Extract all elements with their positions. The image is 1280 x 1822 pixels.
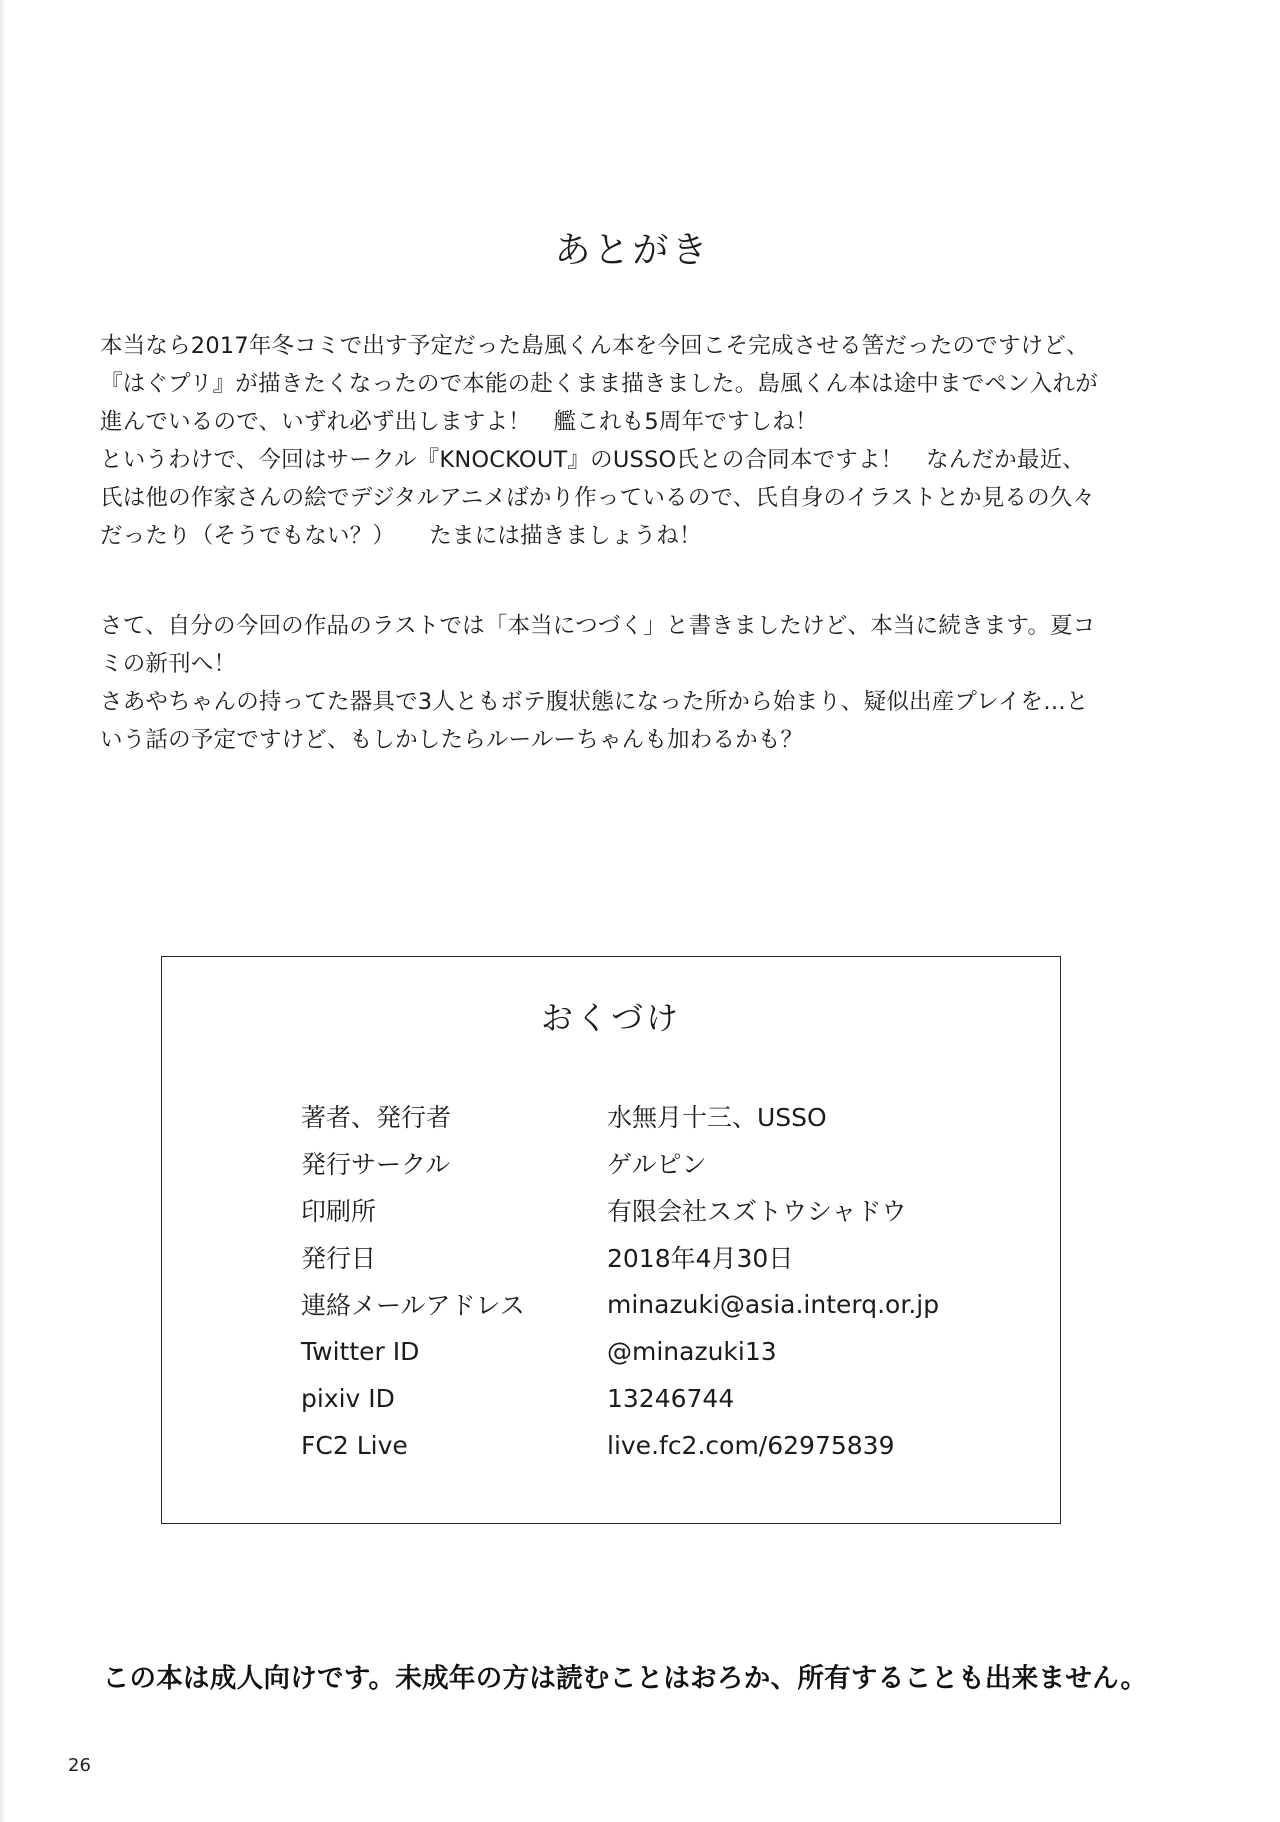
colophon-label: 印刷所	[301, 1196, 377, 1226]
afterword-line: だったり（そうでもない？） たまには描きましょうね！	[100, 523, 702, 549]
colophon-row-email	[301, 1281, 1001, 1328]
colophon-label: 発行日	[301, 1244, 377, 1274]
colophon-value: 2018年4月30日	[607, 1244, 794, 1274]
afterword-title: あとがき	[554, 230, 711, 271]
colophon-row-circle	[301, 1139, 1001, 1186]
colophon-value: 13246744	[607, 1384, 735, 1414]
colophon-label: pixiv ID	[301, 1384, 395, 1414]
colophon-value: ゲルピン	[607, 1149, 707, 1179]
afterword-line: 氏は他の作家さんの絵でデジタルアニメばかり作っているので、氏自身のイラストとか見るの久々	[100, 485, 1096, 511]
afterword-line: というわけで、今回はサークル『KNOCKOUT』のUSSO氏との合同本ですよ！ なんだか最近、	[100, 447, 1085, 473]
afterword-line: さて、自分の今回の作品のラストでは「本当につづく」と書きましたけど、本当に続きます。夏コ	[100, 613, 1096, 639]
paragraph-gap	[100, 555, 1180, 607]
colophon-label: Twitter ID	[301, 1337, 420, 1367]
colophon-value: @minazuki13	[607, 1337, 777, 1367]
afterword-line: 進んでいるので、いずれ必ず出しますよ！ 艦これも5周年ですしね！	[100, 409, 818, 435]
colophon-box	[161, 956, 1061, 1524]
colophon-label: 発行サークル	[301, 1149, 451, 1179]
colophon-label: FC2 Live	[301, 1431, 408, 1461]
colophon-value: live.fc2.com/62975839	[607, 1431, 895, 1461]
afterword-line: 『はぐプリ』が描きたくなったので本能の赴くまま描きました。島風くん本は途中までペン入れが	[100, 371, 1098, 397]
colophon-label: 連絡メールアドレス	[301, 1291, 525, 1321]
colophon-value: 有限会社スズトウシャドウ	[607, 1196, 907, 1226]
adult-content-warning: この本は成人向けです。未成年の方は読むことはおろか、所有することも出来ません。	[102, 1663, 1148, 1694]
colophon-row-date	[301, 1234, 1001, 1281]
afterword-line: 本当なら2017年冬コミで出す予定だった島風くん本を今回こそ完成させる筈だったのですけど、	[100, 333, 1089, 359]
afterword-line: さあやちゃんの持ってた器具で3人ともボテ腹状態になった所から始まり、疑似出産プレイを…と	[100, 689, 1089, 715]
colophon-value: minazuki@asia.interq.or.jp	[607, 1289, 940, 1319]
colophon-label: 著者、発行者	[301, 1102, 452, 1132]
scan-edge-shadow	[0, 0, 6, 1822]
colophon-table	[301, 1092, 1001, 1470]
colophon-row-fc2	[301, 1422, 1001, 1469]
afterword-line: ミの新刊へ！	[100, 651, 237, 677]
afterword-body	[100, 327, 1180, 759]
colophon-row-printer	[301, 1186, 1001, 1233]
page-number: 26	[68, 1755, 91, 1776]
colophon-row-pixiv	[301, 1375, 1001, 1422]
colophon-value: 水無月十三、USSO	[607, 1102, 827, 1132]
colophon-row-author	[301, 1092, 1001, 1139]
colophon-row-twitter	[301, 1328, 1001, 1375]
colophon-title: おくづけ	[540, 999, 681, 1037]
afterword-line: いう話の予定ですけど、もしかしたらルールーちゃんも加わるかも？	[100, 727, 804, 753]
